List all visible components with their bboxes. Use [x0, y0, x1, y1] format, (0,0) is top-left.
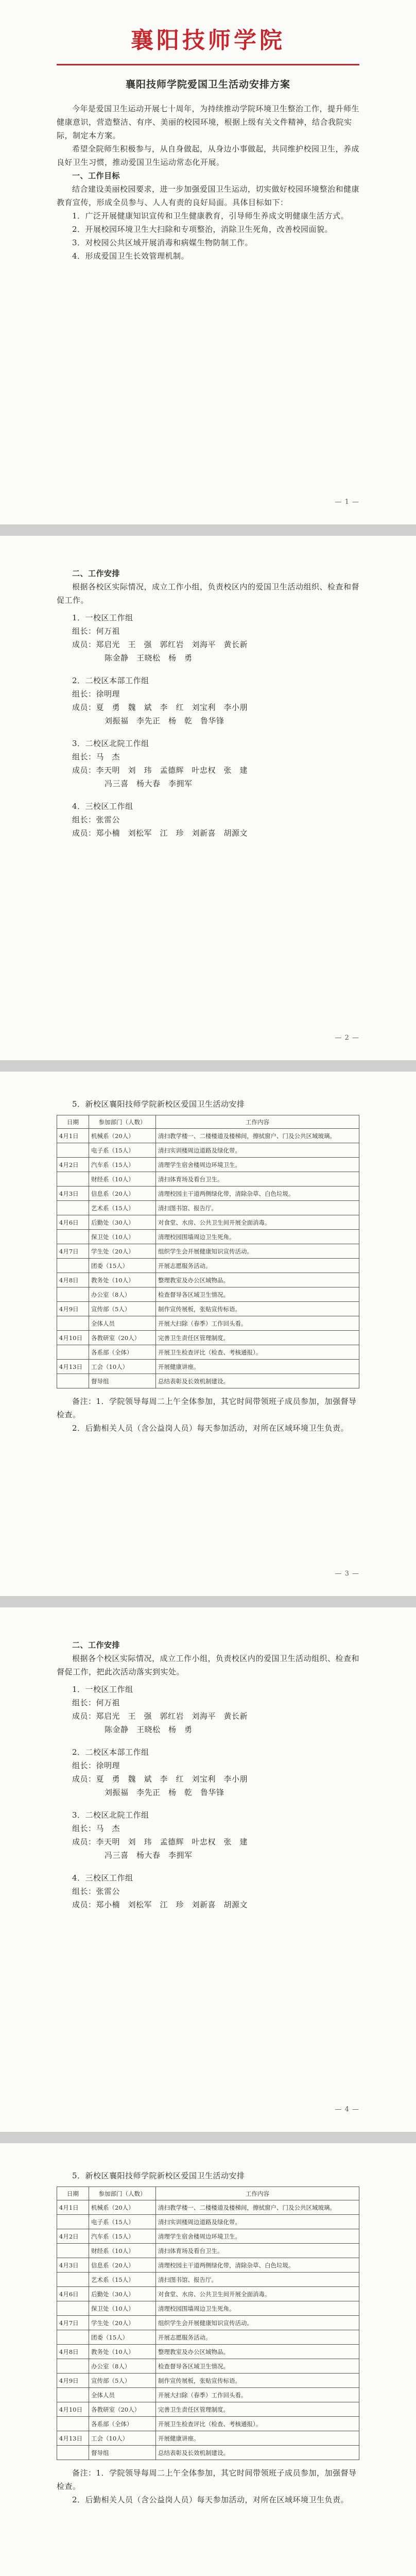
- table-row: [57, 2359, 359, 2374]
- table-row: [57, 2229, 359, 2244]
- section-heading-arrangement: 二、工作安排: [72, 1640, 120, 1650]
- cell-content: 清扫体育场及看台卫生。: [156, 2244, 359, 2258]
- table-row: [57, 1230, 359, 1244]
- group-members-cont: 冯三喜 杨大春 李拥军: [105, 779, 193, 788]
- cell-department: 后勤处（30人）: [89, 1215, 156, 1230]
- cell-date: [57, 1316, 89, 1331]
- cell-department: 教务处（10人）: [89, 1273, 156, 1287]
- cell-department: 机械系（20人）: [89, 1129, 156, 1143]
- table-row: [57, 2431, 359, 2446]
- cell-content: 清扫实训楼周边道路及绿化带。: [156, 1143, 359, 1158]
- cell-date: 4月7日: [57, 2316, 89, 2330]
- group-members-cont: 陈金静 王晓松 杨 勇: [105, 1725, 193, 1734]
- group-title: 4．三校区工作组: [72, 1873, 133, 1883]
- table-note: 备注：1．学院领导每周二上午全体参加，其它时间带领班子成员参加，加强督导检查。: [57, 2468, 357, 2491]
- cell-content: 清扫实训楼周边道路及绿化带。: [156, 2215, 359, 2229]
- document-page-5: [0, 2143, 416, 2576]
- table-row: [57, 1374, 359, 1388]
- masthead-divider: [57, 64, 359, 65]
- cell-content: 清扫图书馆、报告厅。: [156, 2273, 359, 2287]
- table-row: [57, 1244, 359, 1259]
- table-row: [57, 1259, 359, 1273]
- group-leader: 组长：张雷公: [72, 1887, 120, 1896]
- cell-content: 总结表彰及长效机制建设。: [156, 1374, 359, 1388]
- page-number: — 3 —: [335, 1570, 359, 1578]
- group-title: 2．二校区本部工作组: [72, 676, 149, 685]
- group-title: 1．一校区工作组: [72, 613, 133, 622]
- cell-department: 各系部（全体）: [89, 2417, 156, 2431]
- cell-department: 机械系（20人）: [89, 2200, 156, 2215]
- table-row: [57, 1331, 359, 1345]
- cell-date: 4月13日: [57, 2431, 89, 2446]
- cell-date: [57, 2244, 89, 2258]
- cell-department: 宣传部（5人）: [89, 2374, 156, 2388]
- cell-date: 4月2日: [57, 2229, 89, 2244]
- section-heading-goals: 一、工作目标: [72, 171, 120, 180]
- group-title: 1．一校区工作组: [72, 1685, 133, 1694]
- table-row: [57, 1215, 359, 1230]
- table-row: [57, 1143, 359, 1158]
- group-leader: 组长：何万祖: [72, 626, 120, 636]
- table-row: [57, 2402, 359, 2417]
- table-row: [57, 2374, 359, 2388]
- schedule-table-body: [57, 2200, 359, 2460]
- cell-content: 清扫教学楼一、二楼楼道及楼梯间，擦拭窗户、门及公共区域玻璃。: [156, 2200, 359, 2215]
- section-heading-arrangement: 二、工作安排: [72, 569, 120, 578]
- table-row: [57, 1158, 359, 1172]
- cell-department: 工会（10人）: [89, 2431, 156, 2446]
- group-title: 2．二校区本部工作组: [72, 1748, 149, 1757]
- cell-content: 开展志愿服务活动。: [156, 2330, 359, 2345]
- table-row: [57, 2316, 359, 2330]
- header-date: 日期: [57, 2187, 89, 2200]
- cell-department: 保卫处（10人）: [89, 2301, 156, 2316]
- cell-date: [57, 2388, 89, 2402]
- cell-department: 财经系（10人）: [89, 2244, 156, 2258]
- cell-date: [57, 2301, 89, 2316]
- table-row: [57, 2200, 359, 2215]
- cell-department: 督导组: [89, 1374, 156, 1388]
- cell-content: 清理校园主干道两侧绿化带，清除杂草、白色垃圾。: [156, 1187, 359, 1201]
- cell-department: 各系部（全体）: [89, 1345, 156, 1360]
- group-leader: 组长：徐明理: [72, 689, 120, 699]
- table-row: [57, 1360, 359, 1374]
- cell-content: 整理教室及办公区域物品。: [156, 2345, 359, 2359]
- table-row: [57, 1129, 359, 1143]
- cell-date: [57, 2273, 89, 2287]
- cell-content: 检查督导各区域卫生情况。: [156, 1287, 359, 1302]
- goal-item: 2．开展校园环境卫生大扫除和专项整治，消除卫生死角，改善校园面貌。: [72, 225, 333, 234]
- table-row: [57, 2417, 359, 2431]
- table-row: [57, 2273, 359, 2287]
- group-members: 成员：郑小楠 刘松军 江 珍 刘新喜 胡源文: [72, 1900, 248, 1909]
- group-members-cont: 冯三喜 杨大春 李拥军: [105, 1851, 193, 1860]
- cell-department: 全体人员: [89, 1316, 156, 1331]
- cell-department: 办公室（8人）: [89, 1287, 156, 1302]
- cell-department: 办公室（8人）: [89, 2359, 156, 2374]
- cell-department: 全体人员: [89, 2388, 156, 2402]
- table-note: 2．后勤相关人员（含公益岗人员）每天参加活动，对所在区域环境卫生负责。: [72, 2495, 349, 2504]
- table-row: [57, 2287, 359, 2301]
- cell-date: [57, 2359, 89, 2374]
- cell-content: 开展健康讲座。: [156, 2431, 359, 2446]
- header-department: 参加部门（人数）: [89, 2187, 156, 2200]
- cell-date: 4月7日: [57, 1244, 89, 1259]
- table-header-row: [57, 1115, 359, 1129]
- table-row: [57, 1287, 359, 1302]
- cell-content: 开展大扫除（春季）工作回头看。: [156, 1316, 359, 1331]
- cell-date: [57, 1259, 89, 1273]
- cell-content: 清理校园围墙周边卫生死角。: [156, 1230, 359, 1244]
- cell-department: 学生处（20人）: [89, 2316, 156, 2330]
- table-row: [57, 1172, 359, 1187]
- org-lead: 根据各个校区实际情况，成立工作小组，负责校区内的爱国卫生活动组织、检查和督促工作，把此次活动落实到实处。: [57, 1654, 360, 1676]
- cell-date: [57, 2330, 89, 2345]
- cell-department: 团委（15人）: [89, 2330, 156, 2345]
- cell-content: 开展志愿服务活动。: [156, 1259, 359, 1273]
- cell-content: 清扫体育场及看台卫生。: [156, 1172, 359, 1187]
- table-row: [57, 1187, 359, 1201]
- group-leader: 组长：马 杰: [72, 1824, 120, 1833]
- table-row: [57, 2345, 359, 2359]
- cell-department: 团委（15人）: [89, 1259, 156, 1273]
- cell-content: 对食堂、水房、公共卫生间开展全面消毒。: [156, 1215, 359, 1230]
- cell-date: [57, 2446, 89, 2460]
- cell-date: 4月1日: [57, 1129, 89, 1143]
- group-members: 成员：郑小楠 刘松军 江 珍 刘新喜 胡源文: [72, 828, 248, 838]
- org-lead: 根据各校区实际情况，成立工作小组，负责校区内的爱国卫生活动组织、检查和督促工作。: [57, 582, 360, 605]
- group-members: 成员：郑启光 王 强 郭红岩 刘海平 黄长新: [72, 640, 248, 649]
- cell-content: 开展大扫除（春季）工作回头看。: [156, 2388, 359, 2402]
- group-members: 成员：夏 勇 魏 斌 李 红 刘宝利 李小朋: [72, 1774, 248, 1784]
- cell-date: 4月1日: [57, 2200, 89, 2215]
- group-leader: 组长：张雷公: [72, 815, 120, 824]
- cell-content: 清理校园围墙周边卫生死角。: [156, 2301, 359, 2316]
- cell-department: 电子系（15人）: [89, 1143, 156, 1158]
- cell-content: 组织学生会开展健康知识宣传活动。: [156, 2316, 359, 2330]
- table-row: [57, 1302, 359, 1316]
- cell-content: 总结表彰及长效机制建设。: [156, 2446, 359, 2460]
- document-title: 襄阳技师学院爱国卫生活动安排方案: [125, 79, 290, 90]
- cell-date: [57, 1287, 89, 1302]
- cell-content: 制作宣传展板，张贴宣传标语。: [156, 2374, 359, 2388]
- table-row: [57, 1201, 359, 1215]
- table-note: 备注：1．学院领导每周二上午全体参加，其它时间带领班子成员参加，加强督导检查。: [57, 1397, 357, 1419]
- cell-date: 4月13日: [57, 1360, 89, 1374]
- cell-content: 检查督导各区域卫生情况。: [156, 2359, 359, 2374]
- page-number: — 1 —: [335, 498, 359, 506]
- group-title: 3．二校区北院工作组: [72, 739, 149, 748]
- cell-content: 清理学生宿舍楼周边环境卫生。: [156, 2229, 359, 2244]
- cell-date: 4月8日: [57, 2345, 89, 2359]
- cell-department: 艺术系（15人）: [89, 1201, 156, 1215]
- group-members: 成员：李天明 刘 玮 孟德辉 叶忠权 张 建: [72, 766, 248, 775]
- cell-date: 4月9日: [57, 1302, 89, 1316]
- header-content: 工作内容: [156, 1115, 359, 1129]
- cell-department: 艺术系（15人）: [89, 2273, 156, 2287]
- table-row: [57, 2388, 359, 2402]
- table-row: [57, 2301, 359, 2316]
- cell-content: 组织学生会开展健康知识宣传活动。: [156, 1244, 359, 1259]
- page-number: — 2 —: [335, 1034, 359, 1042]
- cell-department: 信息系（20人）: [89, 2258, 156, 2273]
- cell-department: 学生处（20人）: [89, 1244, 156, 1259]
- group-leader: 组长：马 杰: [72, 752, 120, 761]
- group-members-cont: 刘振福 李先正 杨 乾 鲁华锋: [105, 716, 224, 725]
- cell-date: [57, 1201, 89, 1215]
- group-leader: 组长：徐明理: [72, 1761, 120, 1770]
- masthead-title: 襄阳技师学院: [131, 27, 285, 54]
- cell-date: 4月3日: [57, 1187, 89, 1201]
- cell-content: 清扫图书馆、报告厅。: [156, 1201, 359, 1215]
- cell-department: 各教研室（20人）: [89, 1331, 156, 1345]
- cell-department: 财经系（10人）: [89, 1172, 156, 1187]
- goals-lead: 结合建设美丽校园要求，进一步加强爱国卫生运动，切实做好校园环境整治和健康教育宣传，形成全员参与、人人有责的良好局面。具体目标如下：: [57, 184, 360, 207]
- cell-date: [57, 1374, 89, 1388]
- goal-item: 3．对校园公共区域开展消毒和病媒生物防制工作。: [72, 238, 253, 247]
- cell-department: 督导组: [89, 2446, 156, 2460]
- goal-item: 1．广泛开展健康知识宣传和卫生健康教育，引导师生养成文明健康生活方式。: [72, 211, 349, 221]
- schedule-table: [57, 1115, 359, 1388]
- table-row: [57, 2258, 359, 2273]
- group-title: 3．二校区北院工作组: [72, 1810, 149, 1820]
- table-row: [57, 1316, 359, 1331]
- table-row: [57, 2215, 359, 2229]
- schedule-table: [57, 2187, 359, 2460]
- table-row: [57, 1345, 359, 1360]
- cell-content: 整理教室及办公区域物品。: [156, 1273, 359, 1287]
- table-header-row: [57, 2187, 359, 2200]
- cell-department: 各教研室（20人）: [89, 2402, 156, 2417]
- cell-department: 汽车系（15人）: [89, 2229, 156, 2244]
- group-leader: 组长：何万祖: [72, 1698, 120, 1707]
- cell-date: 4月2日: [57, 1158, 89, 1172]
- schedule-table-body: [57, 1129, 359, 1388]
- table-note: 2．后勤相关人员（含公益岗人员）每天参加活动，对所在区域环境卫生负责。: [72, 1423, 349, 1433]
- table-title: 5．新校区襄阳技师学院新校区爱国卫生活动安排: [72, 1099, 245, 1109]
- cell-date: 4月3日: [57, 2258, 89, 2273]
- table-row: [57, 2446, 359, 2460]
- document-page-3: [0, 1072, 416, 1607]
- header-content: 工作内容: [156, 2187, 359, 2200]
- table-title: 5．新校区襄阳技师学院新校区爱国卫生活动安排: [72, 2171, 245, 2180]
- page-number: — 4 —: [335, 2106, 359, 2113]
- cell-date: [57, 1143, 89, 1158]
- table-row: [57, 2330, 359, 2345]
- cell-department: 保卫处（10人）: [89, 1230, 156, 1244]
- cell-department: 宣传部（5人）: [89, 1302, 156, 1316]
- cell-date: [57, 1345, 89, 1360]
- cell-department: 电子系（15人）: [89, 2215, 156, 2229]
- group-members: 成员：夏 勇 魏 斌 李 红 刘宝利 李小朋: [72, 703, 248, 712]
- cell-date: 4月10日: [57, 2402, 89, 2417]
- document-page-4: [0, 1607, 416, 2143]
- cell-date: [57, 1230, 89, 1244]
- cell-department: 信息系（20人）: [89, 1187, 156, 1201]
- group-members-cont: 刘振福 李先正 杨 乾 鲁华锋: [105, 1788, 224, 1797]
- document-page-2: [0, 536, 416, 1072]
- cell-date: [57, 2215, 89, 2229]
- cell-content: 清扫教学楼一、二楼楼道及楼梯间，擦拭窗户、门及公共区域玻璃。: [156, 1129, 359, 1143]
- cell-content: 完善卫生责任区管理制度。: [156, 1331, 359, 1345]
- cell-content: 清理校园主干道两侧绿化带，清除杂草、白色垃圾。: [156, 2258, 359, 2273]
- table-row: [57, 1273, 359, 1287]
- intro-paragraph: 今年是爱国卫生运动开展七十周年，为持续推动学院环境卫生整治工作，提升师生健康意识，营造整洁、有序、美丽的校园环境，根据上级有关文件精神，结合我院实际，制定本方案。: [57, 104, 360, 140]
- cell-department: 工会（10人）: [89, 1360, 156, 1374]
- cell-content: 制作宣传展板，张贴宣传标语。: [156, 1302, 359, 1316]
- cell-department: 后勤处（30人）: [89, 2287, 156, 2301]
- group-members: 成员：郑启光 王 强 郭红岩 刘海平 黄长新: [72, 1711, 248, 1721]
- cell-date: 4月8日: [57, 1273, 89, 1287]
- cell-date: [57, 2417, 89, 2431]
- header-department: 参加部门（人数）: [89, 1115, 156, 1129]
- cell-date: 4月9日: [57, 2374, 89, 2388]
- cell-content: 清理学生宿舍楼周边环境卫生。: [156, 1158, 359, 1172]
- cell-content: 开展卫生检查评比（检查、考核通报）。: [156, 1345, 359, 1360]
- header-date: 日期: [57, 1115, 89, 1129]
- intro-paragraph-2: 希望全院师生积极参与，从自身做起，从身边小事做起，共同维护校园卫生，养成良好卫生习惯，推动爱国卫生运动常态化开展。: [57, 144, 360, 167]
- group-title: 4．三校区工作组: [72, 802, 133, 811]
- cell-date: [57, 1172, 89, 1187]
- cell-date: 4月6日: [57, 1215, 89, 1230]
- cell-date: 4月10日: [57, 1331, 89, 1345]
- cell-date: 4月6日: [57, 2287, 89, 2301]
- cell-content: 对食堂、水房、公共卫生间开展全面消毒。: [156, 2287, 359, 2301]
- group-members-cont: 陈金静 王晓松 杨 勇: [105, 653, 193, 663]
- group-members: 成员：李天明 刘 玮 孟德辉 叶忠权 张 建: [72, 1837, 248, 1846]
- cell-content: 完善卫生责任区管理制度。: [156, 2402, 359, 2417]
- cell-content: 开展卫生检查评比（检查、考核通报）。: [156, 2417, 359, 2431]
- cell-department: 汽车系（15人）: [89, 1158, 156, 1172]
- cell-department: 教务处（10人）: [89, 2345, 156, 2359]
- table-row: [57, 2244, 359, 2258]
- cell-content: 开展健康讲座。: [156, 1360, 359, 1374]
- document-page-1: [0, 0, 416, 536]
- goal-item: 4．形成爱国卫生长效管理机制。: [72, 251, 189, 261]
